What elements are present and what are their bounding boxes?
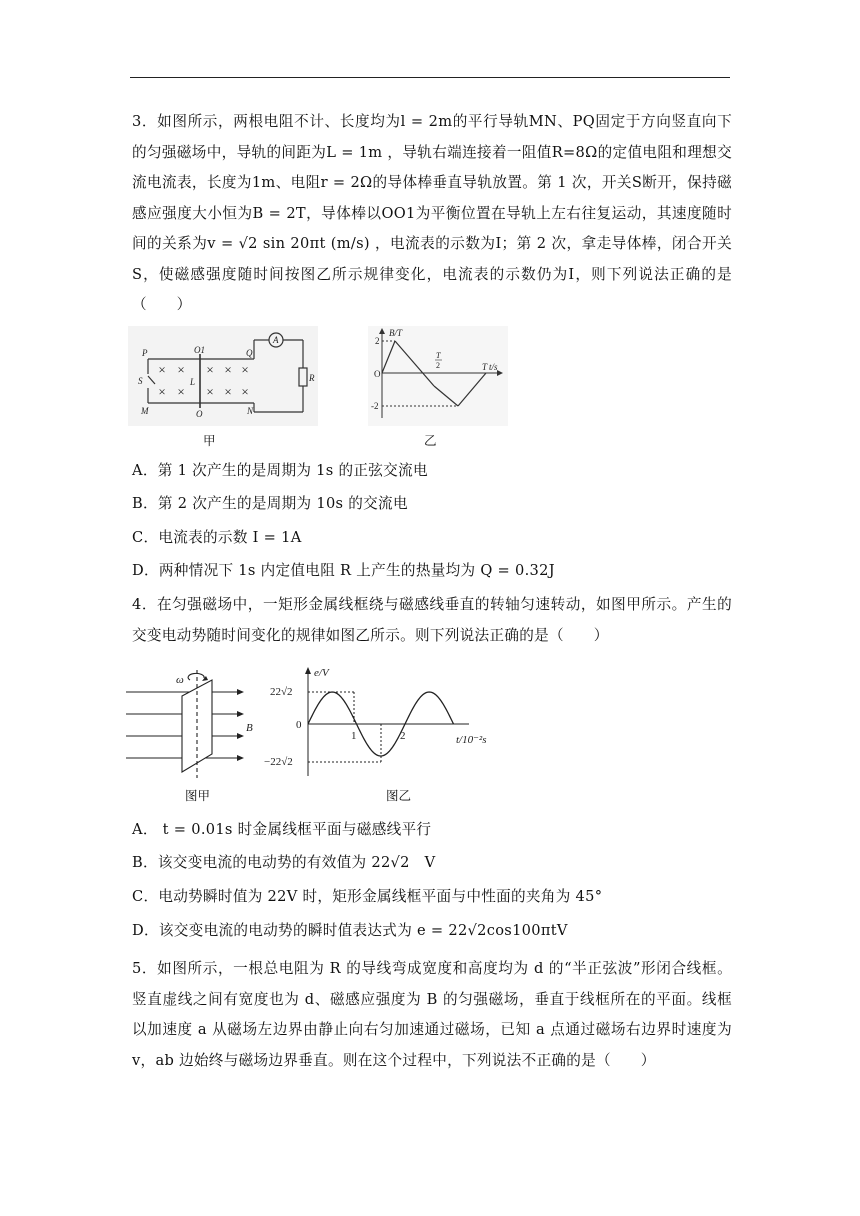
axis-x-label: t/10⁻²s: [456, 734, 487, 746]
cross-mark: ×: [224, 384, 232, 399]
tick-y-top: 22√2: [270, 686, 293, 698]
label-P: P: [142, 348, 148, 358]
figure-q4-jia: [126, 668, 266, 780]
q4-option-c: C．电动势瞬时值为 22V 时，矩形金属线框平面与中性面的夹角为 45°: [132, 888, 603, 905]
q3-option-c: C．电流表的示数 I = 1A: [132, 529, 302, 546]
axis-y-label: e/V: [314, 667, 329, 679]
figure-q4-jia-caption: 图甲: [185, 788, 211, 803]
label-Q: Q: [246, 348, 253, 358]
omega-label: ω: [176, 674, 184, 686]
figure-q3-jia: [128, 326, 318, 426]
axis-x-label: t/s: [489, 362, 498, 372]
cross-mark: ×: [241, 384, 249, 399]
figure-q3-yi: [368, 326, 508, 426]
cross-mark: ×: [224, 362, 232, 377]
cross-mark: ×: [206, 362, 214, 377]
ammeter-label: A: [273, 335, 279, 345]
axis-y-label: B/T: [389, 328, 403, 338]
label-L: L: [190, 377, 196, 387]
figure-q3-jia-caption: 甲: [203, 433, 216, 448]
q3-option-a: A．第 1 次产生的是周期为 1s 的正弦交流电: [132, 462, 428, 479]
tick-x-2: 2: [400, 730, 406, 742]
question-5-stem: 5．如图所示，一根总电阻为 R 的导线弯成宽度和高度均为 d 的“半正弦波”形闭合线框。竖直虚线之间有宽度也为 d、磁感应强度为 B 的匀强磁场，垂直于线框所在的平面。线框以加速度 a 从磁场左边界由静止向右匀加速通过磁场，已知 a 点通过磁场右边界时速度为 v，ab 边始终与磁场边界垂直。则在这个过程中，下列说法不正确的是（ ）: [132, 960, 732, 1069]
label-R: R: [309, 373, 315, 383]
question-4: [132, 590, 732, 651]
label-S: S: [138, 376, 143, 386]
question-3-stem: 3．如图所示，两根电阻不计、长度均为l = 2m的平行导轨MN、PQ固定于方向竖直向下的匀强磁场中，导轨的间距为L = 1m ，导轨右端连接着一阻值R=8Ω的定值电阻和理想交流电流表，长度为1m、电阻r = 2Ω的导体棒垂直导轨放置。第 1 次，开关S断开，保持磁感应强度大小恒为B = 2T，导体棒以OO1为平衡位置在导轨上左右往复运动，其速度随时间的关系为v = √2 sin 20πt (m/s) ，电流表的示数为I；第 2 次，拿走导体棒，闭合开关S，使磁感强度随时间按图乙所示规律变化，电流表的示数仍为I，则下列说法正确的是（ ）: [132, 113, 732, 313]
label-M: M: [141, 406, 149, 416]
tick-half-T-den: 2: [436, 361, 440, 370]
tick-y-bottom: -2: [371, 401, 379, 411]
question-5: [132, 954, 732, 1076]
cross-mark: ×: [206, 384, 214, 399]
q4-option-d: D．该交变电流的电动势的瞬时值表达式为 e = 22√2cos100πtV: [132, 922, 568, 939]
cross-mark: ×: [158, 384, 166, 399]
q4-option-a: A． t = 0.01s 时金属线框平面与磁感线平行: [132, 821, 432, 838]
figure-q4-yi-caption: 图乙: [386, 788, 412, 803]
tick-x-1: 1: [351, 730, 357, 742]
tick-y-bottom: −22√2: [264, 756, 293, 768]
cross-mark: ×: [177, 362, 185, 377]
figure-q4-yi: [264, 664, 514, 780]
tick-half-T-num: T: [436, 351, 441, 360]
q3-option-b: B．第 2 次产生的是周期为 10s 的交流电: [132, 495, 408, 512]
question-4-stem: 4．在匀强磁场中，一矩形金属线框绕与磁感线垂直的转轴匀速转动，如图甲所示。产生的交变电动势随时间变化的规律如图乙所示。则下列说法正确的是（ ）: [132, 596, 732, 644]
cross-mark: ×: [241, 362, 249, 377]
question-3: [132, 107, 732, 321]
label-O: O: [196, 409, 203, 419]
q4-option-b: B．该交变电流的电动势的有效值为 22√2 V: [132, 854, 436, 871]
cross-mark: ×: [158, 362, 166, 377]
figure-q3-yi-caption: 乙: [424, 433, 437, 448]
tick-T: T: [482, 362, 488, 372]
q3-option-d: D．两种情况下 1s 内定值电阻 R 上产生的热量均为 Q = 0.32J: [132, 562, 555, 579]
tick-y-top: 2: [375, 336, 380, 346]
label-O1: O1: [194, 345, 205, 355]
field-B-label: B: [246, 722, 253, 734]
label-N: N: [247, 406, 254, 416]
cross-mark: ×: [177, 384, 185, 399]
header-rule: [130, 77, 730, 78]
origin-label: O: [374, 369, 381, 379]
origin-label: 0: [296, 719, 302, 731]
